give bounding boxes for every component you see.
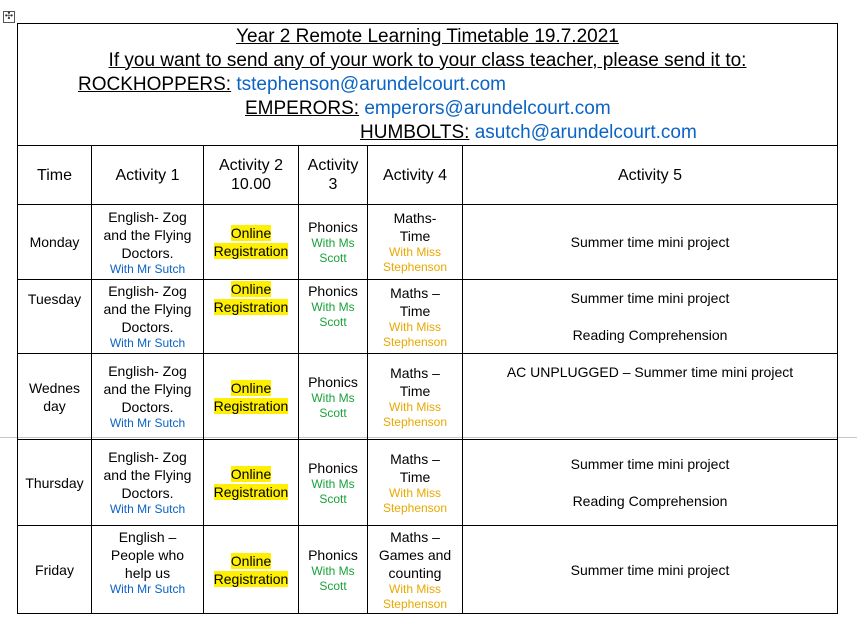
column-header-time: Time (18, 146, 92, 205)
email-link[interactable]: asutch@arundelcourt.com (474, 121, 697, 143)
class-label: HUMBOLTS: (360, 121, 470, 143)
highlighted-text: Online (230, 379, 272, 396)
activity-line: People who (110, 547, 185, 563)
highlighted-text: Registration (213, 299, 289, 315)
day-label: Monday (29, 234, 80, 250)
class-email-humbolts (18, 121, 837, 145)
table-row (18, 440, 838, 526)
class-label: EMPERORS: (245, 97, 360, 119)
teacher-label: With Miss (389, 245, 441, 259)
day-label: Thursday (25, 474, 84, 491)
activity-5-cell (463, 205, 838, 280)
highlighted-text: Registration (213, 397, 289, 414)
project-line: Summer time mini project (570, 456, 730, 472)
teacher-label: With Ms (311, 300, 355, 314)
day-cell (18, 526, 92, 614)
teacher-label: Stephenson (382, 260, 448, 274)
highlighted-text: Online (230, 281, 272, 297)
teacher-label: Stephenson (382, 334, 448, 349)
teacher-label: Stephenson (382, 414, 448, 429)
activity-4-cell (368, 280, 463, 354)
activity-line: counting (388, 564, 442, 581)
email-link[interactable]: emperors@arundelcourt.com (364, 97, 611, 119)
activity-1-cell (92, 354, 204, 440)
teacher-label: Scott (319, 251, 347, 265)
activity-line: Maths – (390, 364, 440, 381)
teacher-label: With Miss (389, 319, 441, 334)
activity-line: Maths – (390, 528, 440, 545)
teacher-label: With Miss (389, 399, 441, 414)
teacher-label: With Ms (311, 563, 355, 578)
teacher-label: Scott (319, 315, 347, 329)
activity-line: and the Flying (103, 301, 192, 317)
project-line: AC UNPLUGGED – Summer time mini project (506, 364, 794, 380)
table-row (18, 280, 838, 354)
project-line: Summer time mini project (570, 561, 730, 578)
activity-4-cell (368, 354, 463, 440)
day-label: Tuesday (27, 291, 82, 307)
activity-line: Time (399, 468, 431, 485)
activity-5-cell (463, 526, 838, 614)
column-header-activity-2 (204, 146, 299, 205)
activity-2-cell (204, 526, 299, 614)
activity-2-cell (204, 354, 299, 440)
activity-3-cell (299, 526, 368, 614)
teacher-label: Stephenson (382, 500, 448, 515)
highlighted-text: Registration (213, 570, 289, 587)
header-cell (18, 24, 838, 146)
activity-line: Maths – (390, 450, 440, 467)
column-header-line: Activity 2 (218, 157, 283, 174)
activity-line: Doctors. (121, 399, 174, 415)
class-email-emperors (18, 97, 837, 121)
class-email-rockhoppers (18, 73, 837, 97)
day-label: day (43, 397, 66, 414)
teacher-label: With Miss (389, 485, 441, 500)
project-line: Summer time mini project (570, 290, 730, 306)
teacher-label: With Mr Sutch (109, 416, 186, 430)
teacher-label: With Mr Sutch (109, 336, 186, 350)
column-header-activity-5: Activity 5 (463, 146, 838, 205)
teacher-label: With Ms (311, 476, 355, 491)
day-cell (18, 280, 92, 354)
activity-1-cell (92, 526, 204, 614)
activity-line: Games and (378, 546, 452, 563)
activity-5-cell (463, 354, 838, 440)
activity-line: English – (118, 529, 177, 545)
highlighted-text: Registration (213, 243, 289, 259)
column-header-line: Activity (307, 157, 359, 174)
activity-line: help us (124, 565, 171, 581)
day-label: Wednes (28, 379, 81, 396)
activity-1-cell (92, 280, 204, 354)
table-row (18, 354, 838, 440)
day-cell (18, 354, 92, 440)
column-header-activity-4: Activity 4 (368, 146, 463, 205)
activity-2-cell (204, 440, 299, 526)
activity-line: Time (399, 382, 431, 399)
activity-line: Time (399, 302, 431, 319)
activity-line: Phonics (308, 219, 358, 235)
activity-line: Phonics (308, 459, 358, 476)
instructions-line: If you want to send any of your work to your class teacher, please send it to: (108, 49, 747, 71)
highlighted-text: Online (230, 465, 272, 482)
activity-line: and the Flying (103, 467, 192, 483)
timetable (17, 23, 838, 614)
project-line: Reading Comprehension (572, 327, 728, 343)
activity-3-cell (299, 280, 368, 354)
class-label: ROCKHOPPERS: (78, 73, 232, 95)
teacher-label: With Miss (389, 581, 441, 596)
column-header-line: 3 (328, 176, 338, 193)
teacher-label: With Mr Sutch (109, 582, 186, 596)
activity-line: Phonics (308, 283, 358, 299)
activity-4-cell (368, 205, 463, 280)
activity-line: English- Zog (108, 283, 187, 299)
column-header-line: 10.00 (230, 176, 272, 193)
email-link[interactable]: tstephenson@arundelcourt.com (236, 73, 506, 95)
activity-1-cell (92, 205, 204, 280)
activity-line: English- Zog (108, 208, 187, 225)
activity-2-cell (204, 280, 299, 354)
activity-4-cell (368, 440, 463, 526)
activity-line: English- Zog (108, 363, 187, 379)
day-cell (18, 440, 92, 526)
activity-4-cell (368, 526, 463, 614)
highlighted-text: Online (230, 225, 272, 241)
activity-line: Doctors. (121, 485, 174, 501)
activity-2-cell (204, 205, 299, 280)
activity-3-cell (299, 205, 368, 280)
activity-line: Doctors. (121, 319, 174, 335)
teacher-label: Scott (319, 491, 347, 506)
activity-3-cell (299, 440, 368, 526)
teacher-label: With Ms (311, 236, 355, 250)
teacher-label: Scott (319, 405, 347, 420)
activity-5-cell (463, 440, 838, 526)
column-header-row (18, 146, 838, 205)
activity-5-cell (463, 280, 838, 354)
activity-line: Maths- (393, 210, 437, 226)
activity-line: Time (399, 228, 431, 244)
activity-line: Doctors. (121, 244, 174, 261)
activity-line: and the Flying (103, 226, 192, 243)
project-line: Reading Comprehension (572, 493, 728, 509)
day-cell (18, 205, 92, 280)
activity-1-cell (92, 440, 204, 526)
activity-line: Phonics (308, 373, 358, 390)
activity-line: Phonics (308, 546, 358, 563)
header-row (18, 24, 838, 146)
project-line: Summer time mini project (570, 234, 730, 250)
highlighted-text: Registration (213, 483, 289, 500)
teacher-label: Scott (319, 578, 347, 593)
table-row (18, 526, 838, 614)
highlighted-text: Online (230, 552, 272, 569)
table-move-handle-icon[interactable]: ✣ (4, 11, 14, 22)
day-label: Friday (35, 561, 74, 578)
activity-line: English- Zog (108, 449, 187, 465)
activity-line: Maths – (390, 284, 440, 301)
teacher-label: With Ms (311, 390, 355, 405)
teacher-label: With Mr Sutch (109, 261, 186, 276)
teacher-label: Stephenson (382, 596, 448, 611)
table-row (18, 205, 838, 280)
column-header-activity-3 (299, 146, 368, 205)
page-title: Year 2 Remote Learning Timetable 19.7.2021 (236, 25, 619, 47)
teacher-label: With Mr Sutch (109, 502, 186, 516)
activity-3-cell (299, 354, 368, 440)
column-header-activity-1: Activity 1 (92, 146, 204, 205)
activity-line: and the Flying (103, 381, 192, 397)
